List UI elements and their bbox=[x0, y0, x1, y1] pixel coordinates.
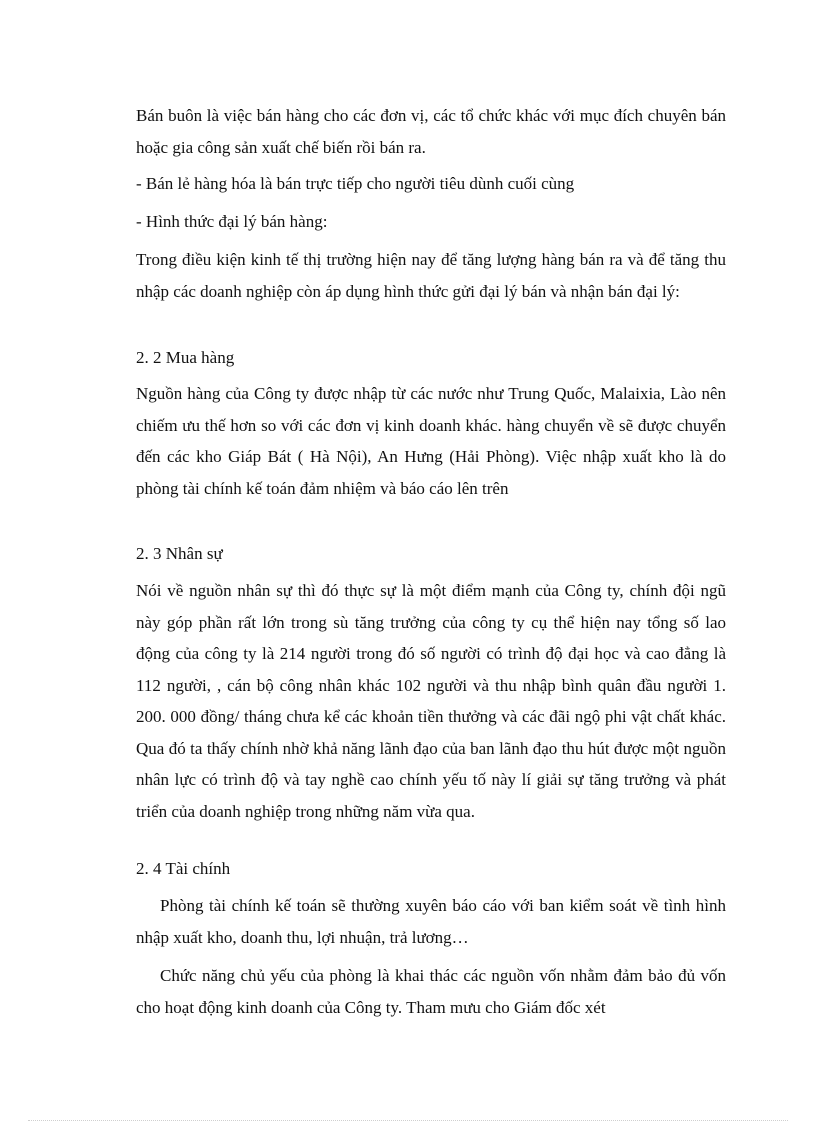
paragraph-finance-reporting: Phòng tài chính kế toán sẽ thường xuyên báo cáo với ban kiểm soát về tình hình nhập xuất kho, doanh thu, lợi nhuận, trả lương… bbox=[136, 896, 726, 947]
paragraph-personnel: Nói về nguồn nhân sự thì đó thực sự là một điểm mạnh của Công ty, chính đội ngũ này góp phần rất lớn trong sù tăng trưởng của công ty cụ thể hiện nay tổng số lao động của công ty là 214 người trong đó số người có trình độ đại học và cao đẳng là 112 người, , cán bộ công nhân khác 102 người và thu nhập bình quân đầu người 1. 200. 000 đồng/ tháng chưa kể các khoản tiền thưởng và các đãi ngộ phi vật chất khác. Qua đó ta thấy chính nhờ khả năng lãnh đạo của ban lãnh đạo thu hút được một nguồn nhân lực có trình độ và tay nghề cao chính yếu tố này lí giải sự tăng trưởng và phát triển của doanh nghiệp trong những năm vừa qua. bbox=[136, 581, 726, 821]
section-heading-finance: 2. 4 Tài chính bbox=[136, 859, 231, 878]
paragraph-agency-conditions: Trong điều kiện kinh tế thị trường hiện nay để tăng lượng hàng bán ra và để tăng thu nhập các doanh nghiệp còn áp dụng hình thức gửi đại lý bán và nhận bán đại lý: bbox=[136, 250, 726, 301]
paragraph-agency-form: - Hình thức đại lý bán hàng: bbox=[136, 212, 328, 231]
paragraph-retail: - Bán lẻ hàng hóa là bán trực tiếp cho người tiêu dùnh cuối cùng bbox=[136, 174, 575, 193]
paragraph-purchasing: Nguồn hàng của Công ty được nhập từ các nước như Trung Quốc, Malaixia, Lào nên chiếm ưu thế hơn so với các đơn vị kinh doanh khác. hàng chuyển về sẽ được chuyển đến các kho Giáp Bát ( Hà Nội), An Hưng (Hải Phòng). Việc nhập xuất kho là do phòng tài chính kế toán đảm nhiệm và báo cáo lên trên bbox=[136, 384, 726, 498]
paragraph-finance-function: Chức năng chủ yếu của phòng là khai thác các nguồn vốn nhằm đảm bảo đủ vốn cho hoạt động kinh doanh của Công ty. Tham mưu cho Giám đốc xét bbox=[136, 966, 726, 1017]
page-bottom-divider bbox=[28, 1120, 788, 1121]
paragraph-wholesale: Bán buôn là việc bán hàng cho các đơn vị, các tổ chức khác với mục đích chuyên bán hoặc gia công sản xuất chế biến rồi bán ra. bbox=[136, 106, 726, 157]
section-heading-purchasing: 2. 2 Mua hàng bbox=[136, 348, 235, 367]
section-heading-personnel: 2. 3 Nhân sự bbox=[136, 544, 223, 563]
